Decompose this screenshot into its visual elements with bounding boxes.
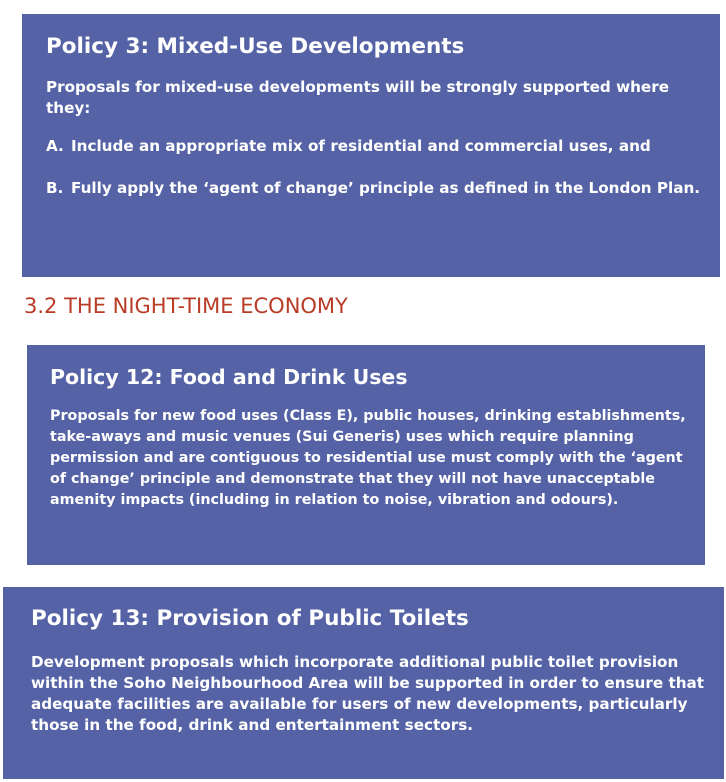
list-item [46,178,710,199]
policy-12-body: Proposals for new food uses (Class E), public houses, drinking establishments, take-aways and music venues (Sui Generis) uses which require planning permission and are contiguous to residential use must comply with the ‘agent of change’ principle and demonstrate that they will not have unacceptable amenity impacts (including in relation to noise, vibration and odours). [50,408,686,508]
policy-13-body: Development proposals which incorporate additional public toilet provision within the Soho Neighbourhood Area will be supported in order to ensure that adequate facilities are available for users of new developments, particularly those in the food, drink and entertainment sectors. [31,653,705,734]
section-heading: 3.2 THE NIGHT-TIME ECONOMY [24,294,348,318]
policy-3-title: Policy 3: Mixed-Use Developments [46,34,465,59]
policy-3-intro: Proposals for mixed-use developments will be strongly supported where they: [46,78,670,117]
policy-12-title: Policy 12: Food and Drink Uses [50,365,408,389]
list-marker: A. [46,137,64,155]
list-marker: B. [46,179,64,197]
list-item [46,136,710,157]
list-item-text: Include an appropriate mix of residential and commercial uses, and [71,137,651,155]
policy-13-title: Policy 13: Provision of Public Toilets [31,606,469,631]
policy-3-list [46,136,710,199]
policy-12-box [27,345,705,565]
policy-3-box [22,14,720,277]
list-item-text: Fully apply the ‘agent of change’ principle as defined in the London Plan. [71,179,701,197]
policy-13-box [3,587,724,779]
